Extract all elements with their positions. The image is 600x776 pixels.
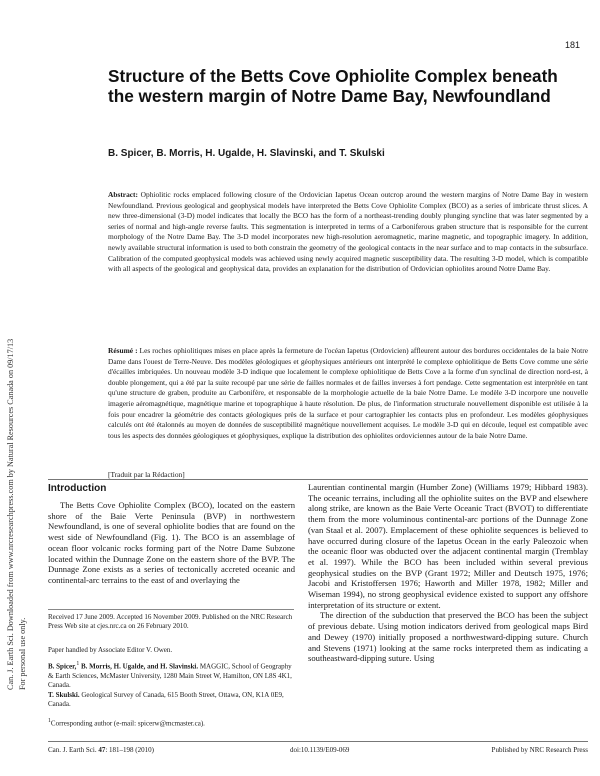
author-affiliations xyxy=(48,660,294,709)
corresponding-author-text: Corresponding author (e-mail: spicerw@mcmaster.ca). xyxy=(50,719,205,728)
editor-note: Paper handled by Associate Editor V. Owen. xyxy=(48,646,173,654)
footer-doi: doi:10.1139/E09-069 xyxy=(290,746,350,754)
footnote-marker: 1 xyxy=(48,718,51,724)
resume xyxy=(108,346,588,441)
download-watermark xyxy=(5,160,33,690)
page-number: 181 xyxy=(564,40,580,50)
resume-label: Résumé : xyxy=(108,346,138,355)
received-dates: Received 17 June 2009. Accepted 16 November 2009. Published on the NRC Research Press Web site at cjes.nrc.ca on 26 February 2010. xyxy=(48,613,293,631)
affiliation-entry xyxy=(48,691,294,710)
abstract xyxy=(108,190,588,275)
affiliation-address: MAGGIC, School of Geography & Earth Sciences, McMaster University, 1280 Main Street W, Hamilton, ON L8S 4K1, Canada. xyxy=(48,662,292,690)
resume-text: Les roches ophiolitiques mises en place après la fermeture de l'océan Iapetus (Ordovicien) affleurent autour des bordures occidentales de la baie Notre Dame dans l'ouest de Terre-Neuve. Des modèles géologiques et géophysiques antérieurs ont interprété le complexe ophiolitique de Betts Cove comme une série d'écailles imbriquées. Un nouveau modèle 3-D indique que localement le complexe ophiolitique de Betts Cove a la forme d'un synclinal de direction nord-est, à double plongement, qui a été par la suite recoupé par une série de failles normales et de failles inverses à fort pendage. Cette segmentation est interprétée en tant qu'une structure de graben, produite au Carbonifère, et responsable de la morphologie actuelle de la baie Notre Dame. Le modèle 3-D incorpore une nouvelle imagerie aéromagnétique, magnétique marine et topographique à haute résolution. De plus, de l'information structurale nouvellement disponible est utilisée à la fois pour encadrer la géométrie des contacts géologiques près de la surface et pour cartographier les contacts plus en profondeur. Les modèles géophysiques calculés ont été étalonnés au moyen de données de susceptibilité magnétique nouvellement acquises. Le modèle 3-D qui en découle, lequel est compatible avec tous les aspects des données géologiques et géophysiques, explique la distribution des ophiolites ordoviciennes autour de la baie Notre Dame. xyxy=(108,346,588,440)
page-range: : 181–198 (2010) xyxy=(105,746,154,754)
footnote-marker: 1 xyxy=(76,661,80,667)
introduction-column-right xyxy=(308,482,588,664)
introduction-heading: Introduction xyxy=(48,483,107,494)
abstract-text: Ophiolitic rocks emplaced following closure of the Ordovician Iapetus Ocean outcrop around the western margins of Notre Dame Bay in western Newfoundland. Previous geological and geophysical models have interpreted the Betts Cove Ophiolite Complex (BCO) as a series of imbricate thrust slices. A new three-dimensional (3-D) model indicates that locally the BCO has the form of a northeast-trending doubly plunging syncline that was later segmented by a series of normal and high-angle reverse faults. This segmentation is interpreted in terms of a Carboniferous graben structure that is responsible for the current morphology of the Notre Dame Bay. The 3-D model incorporates new high-resolution aeromagnetic, marine magnetic, and topographic imagery. In addition, newly available structural information is used to both constrain the geometry of the geological contacts in the near surface and to map contacts in the subsurface. Calibration of the computed geophysical models was achieved using newly acquired magnetic susceptibility data. The resulting 3-D model, which is compatible with all aspects of the geological and geophysical data, provides an explanation for the distribution of Ordovician ophiolites around Notre Dame Bay. xyxy=(108,190,588,274)
footnote-divider xyxy=(48,609,294,610)
footer-divider xyxy=(48,741,588,742)
journal-name: Can. J. Earth Sci. xyxy=(48,746,99,754)
abstract-label: Abstract: xyxy=(108,190,138,199)
footer-publisher: Published by NRC Research Press xyxy=(491,746,588,754)
affiliation-address: Geological Survey of Canada, 615 Booth Street, Ottawa, ON, K1A 0E9, Canada. xyxy=(48,690,284,708)
author-list: B. Spicer, B. Morris, H. Ugalde, H. Slavinski, and T. Skulski xyxy=(108,148,385,159)
introduction-column-left: The Betts Cove Ophiolite Complex (BCO), located on the eastern shore of the Baie Verte Peninsula (BVP) in northwestern Newfoundland, is one of several ophiolite bodies that are found on the west side of Newfoundland (Fig. 1). The BCO is an assemblage of ocean floor volcanic rocks forming part of the Notre Dame Subzone located within the Dunnage Zone on the eastern shore of the BVP. The Dunnage Zone exists as a series of tectonically accreted oceanic and continental-arc terrains to the east of and overlaying the xyxy=(48,500,295,585)
article-title: Structure of the Betts Cove Ophiolite Complex beneath the western margin of Notre Dame Bay, Newfoundland xyxy=(108,66,558,106)
introduction-paragraph: Laurentian continental margin (Humber Zone) (Williams 1979; Hibbard 1983). The oceanic terrains, including all the ophiolite suites on the BVP and elsewhere along strike, are known as the Baie Verte Oceanic Tract (BVOT) to differentiate them from the more voluminous continental-arc portions of the Dunnage Zone (van Staal et al. 2007). Emplacement of these ophiolite sequences is believed to have occurred during closure of the Iapetus Ocean in the early Paleozoic when the oceanic floor was obducted over the adjacent continental margin (Tremblay et al. 1997). While the BCO has been included within several previous geophysical studies on the BVP (Grant 1972; Miller and Deutsch 1975, 1976; Jacobi and Kristoffersen 1976; Haworth and Miller 1978, 1982; Miller and Wiseman 1994), no strong geophysical evidence existed to support any offshore interpretation of its structure or extent. xyxy=(308,482,588,610)
affiliation-names: T. Skulski. xyxy=(48,690,80,699)
translation-note: [Traduit par la Rédaction] xyxy=(108,470,185,479)
affiliation-names: B. Spicer, xyxy=(48,662,77,671)
footer-citation xyxy=(48,746,154,754)
corresponding-author xyxy=(48,717,294,729)
affiliation-entry xyxy=(48,660,294,691)
affiliation-names: B. Morris, H. Ugalde, and H. Slavinski. xyxy=(79,662,199,671)
personal-use-note: For personal use only. xyxy=(18,617,27,690)
section-divider xyxy=(48,479,588,480)
journal-volume: 47 xyxy=(98,746,106,754)
download-watermark-line: Can. J. Earth Sci. Downloaded from www.nrcresearchpress.com by Natural Resources Canada on 09/17/13 xyxy=(6,338,15,690)
introduction-paragraph: The direction of the subduction that preserved the BCO has been the subject of previous debate. Using motion indicators derived from geological maps Bird and Dewey (1970) initially proposed a northwestward-dipping suture. Church and Stevens (1971) looking at the same rocks interpreted them as indicating a southeastward-dipping suture. Using xyxy=(308,610,588,664)
